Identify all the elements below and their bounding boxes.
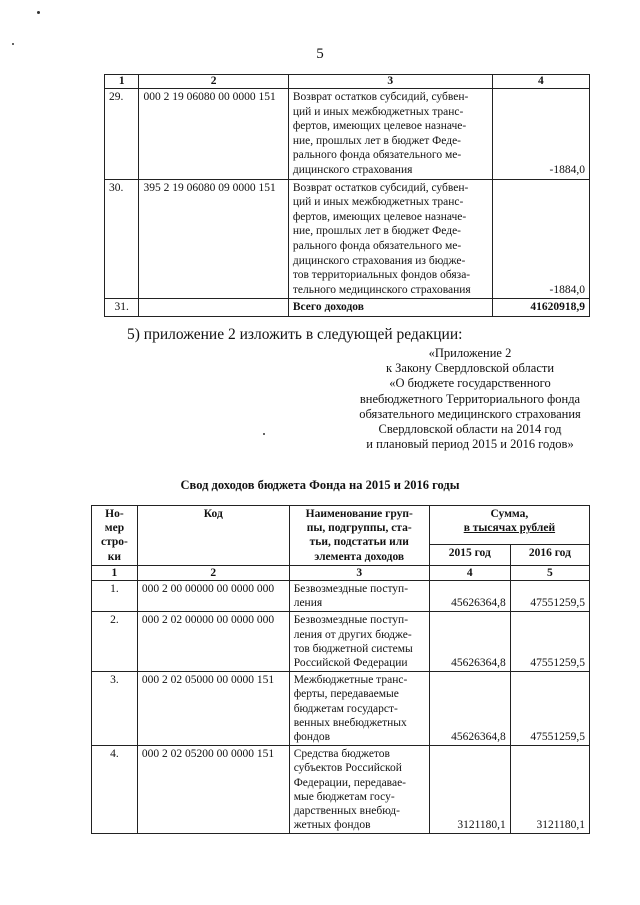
header-line: пы, подгруппы, ста-: [306, 522, 412, 535]
colnum-3: 3: [288, 75, 492, 89]
row-number: 4.: [92, 746, 138, 834]
name-line: бюджетам государст-: [293, 702, 398, 715]
row-name: [289, 672, 429, 746]
header-row-number: [92, 506, 138, 566]
name-line: тельного медицинского страхования: [292, 283, 471, 296]
table-row: [92, 581, 590, 612]
colnum-5: 5: [510, 565, 589, 580]
header-sum: [429, 506, 589, 545]
name-line: жетных фондов: [293, 819, 371, 832]
header-line: тьи, подстатьи или: [309, 536, 409, 549]
colnum-3: 3: [289, 565, 429, 580]
appendix-line: к Закону Свердловской области: [385, 361, 555, 376]
row-name: [289, 581, 429, 612]
appendix-line: «О бюджете государственного: [389, 376, 551, 391]
name-line: ления: [293, 597, 323, 610]
colnum-4: 4: [429, 565, 510, 580]
name-line: ций и иных межбюджетных транс-: [292, 105, 464, 118]
row-code: 395 2 19 06080 09 0000 151: [139, 179, 288, 299]
total-label: Всего доходов: [288, 299, 492, 317]
name-line: ние, прошлых лет в бюджет Феде-: [292, 225, 462, 238]
page-number: 5: [316, 46, 324, 62]
name-line: мые бюджетам госу-: [293, 790, 395, 803]
row-value-2016: 47551259,5: [510, 581, 589, 612]
appendix-line: обязательного медицинского страхования: [359, 406, 581, 421]
name-line: рального фонда обязательного ме-: [292, 239, 462, 252]
name-line: Возврат остатков субсидий, субвен-: [292, 181, 469, 194]
appendix-line: внебюджетного Территориального фонда: [359, 391, 581, 406]
header-code: Код: [137, 506, 289, 566]
colnum-1: 1: [92, 565, 138, 580]
name-line: дарственных внебюд-: [293, 805, 400, 818]
total-row: [105, 299, 590, 317]
row-number: 1.: [92, 581, 138, 612]
header-2016: 2016 год: [510, 544, 589, 565]
row-number: 30.: [105, 179, 139, 299]
name-line: Федерации, передавае-: [293, 776, 406, 789]
scan-speck: [12, 43, 14, 45]
name-line: фертов, имеющих целевое назначе-: [292, 120, 467, 133]
colnum-1: 1: [105, 75, 139, 89]
name-line: фертов, имеющих целевое назначе-: [292, 210, 467, 223]
header-name: [289, 506, 429, 566]
row-value-2016: 47551259,5: [510, 672, 589, 746]
column-number-row: [105, 75, 590, 89]
row-value-2015: 45626364,8: [429, 612, 510, 672]
row-code: 000 2 02 00000 00 0000 000: [137, 612, 289, 672]
name-line: Безвозмездные поступ-: [293, 614, 409, 627]
appendix-line: и плановый период 2015 и 2016 годов»: [366, 437, 574, 452]
table-row: [105, 179, 590, 299]
header-2015: 2015 год: [429, 544, 510, 565]
income-summary-table: [91, 505, 590, 834]
name-line: дицинского страхования: [292, 163, 413, 176]
table-row: [92, 612, 590, 672]
name-line: ние, прошлых лет в бюджет Феде-: [292, 134, 462, 147]
colnum-4: 4: [492, 75, 589, 89]
name-line: тов территориальных фондов обяза-: [292, 269, 471, 282]
table-row: [92, 672, 590, 746]
header-line: Наименование груп-: [305, 508, 413, 520]
name-line: Возврат остатков субсидий, субвен-: [292, 91, 469, 103]
name-line: ления от других бюдже-: [293, 628, 412, 641]
header-line: мер: [104, 522, 125, 535]
row-amount: -1884,0: [492, 179, 589, 299]
column-number-row: [92, 565, 590, 580]
appendix-heading: [340, 346, 600, 452]
name-line: ферты, передаваемые: [293, 688, 399, 701]
name-line: тов бюджетной системы: [293, 642, 413, 655]
row-number: 3.: [92, 672, 138, 746]
row-number: 31.: [105, 299, 139, 317]
row-value-2015: 45626364,8: [429, 581, 510, 612]
appendix-line: «Приложение 2: [428, 346, 512, 360]
table-title: Свод доходов бюджета Фонда на 2015 и 2016 годы: [180, 478, 460, 492]
scan-speck: [263, 433, 265, 435]
row-code: 000 2 02 05200 00 0000 151: [137, 746, 289, 834]
name-line: рального фонда обязательного ме-: [292, 149, 462, 162]
row-name: [289, 746, 429, 834]
amendment-paragraph: 5) приложение 2 изложить в следующей редакции:: [127, 326, 463, 343]
colnum-2: 2: [137, 565, 289, 580]
name-line: Российской Федерации: [293, 657, 408, 670]
name-line: субъектов Российской: [293, 762, 402, 775]
colnum-2: 2: [139, 75, 288, 89]
name-line: Межбюджетные транс-: [293, 674, 408, 687]
name-line: Средства бюджетов: [293, 748, 390, 761]
row-amount: -1884,0: [492, 89, 589, 180]
header-line: стро-: [100, 536, 128, 549]
name-line: венных внебюджетных: [293, 716, 407, 729]
table-row: [92, 746, 590, 834]
header-line: Сумма,: [490, 508, 529, 520]
header-row: [92, 506, 590, 545]
row-number: 2.: [92, 612, 138, 672]
row-code: 000 2 00 00000 00 0000 000: [137, 581, 289, 612]
income-table-continued: [104, 74, 590, 317]
row-name: [289, 612, 429, 672]
header-line: в тысячах рублей: [463, 522, 556, 535]
row-value-2016: 47551259,5: [510, 612, 589, 672]
row-code: 000 2 19 06080 00 0000 151: [139, 89, 288, 180]
row-name: [288, 179, 492, 299]
row-code-empty: [139, 299, 288, 317]
appendix-line: Свердловской области на 2014 год: [378, 422, 562, 437]
row-value-2016: 3121180,1: [510, 746, 589, 834]
name-line: дицинского страхования из бюдже-: [292, 254, 466, 267]
header-line: ки: [107, 550, 122, 563]
name-line: фондов: [293, 731, 331, 744]
row-number: 29.: [105, 89, 139, 180]
row-value-2015: 45626364,8: [429, 672, 510, 746]
header-line: элемента доходов: [314, 550, 405, 563]
table-row: [105, 89, 590, 180]
row-value-2015: 3121180,1: [429, 746, 510, 834]
row-code: 000 2 02 05000 00 0000 151: [137, 672, 289, 746]
scan-speck: [37, 11, 40, 14]
name-line: ций и иных межбюджетных транс-: [292, 196, 464, 209]
header-line: Но-: [105, 508, 124, 520]
total-amount: 41620918,9: [492, 299, 589, 317]
row-name: [288, 89, 492, 180]
name-line: Безвозмездные поступ-: [293, 583, 409, 596]
